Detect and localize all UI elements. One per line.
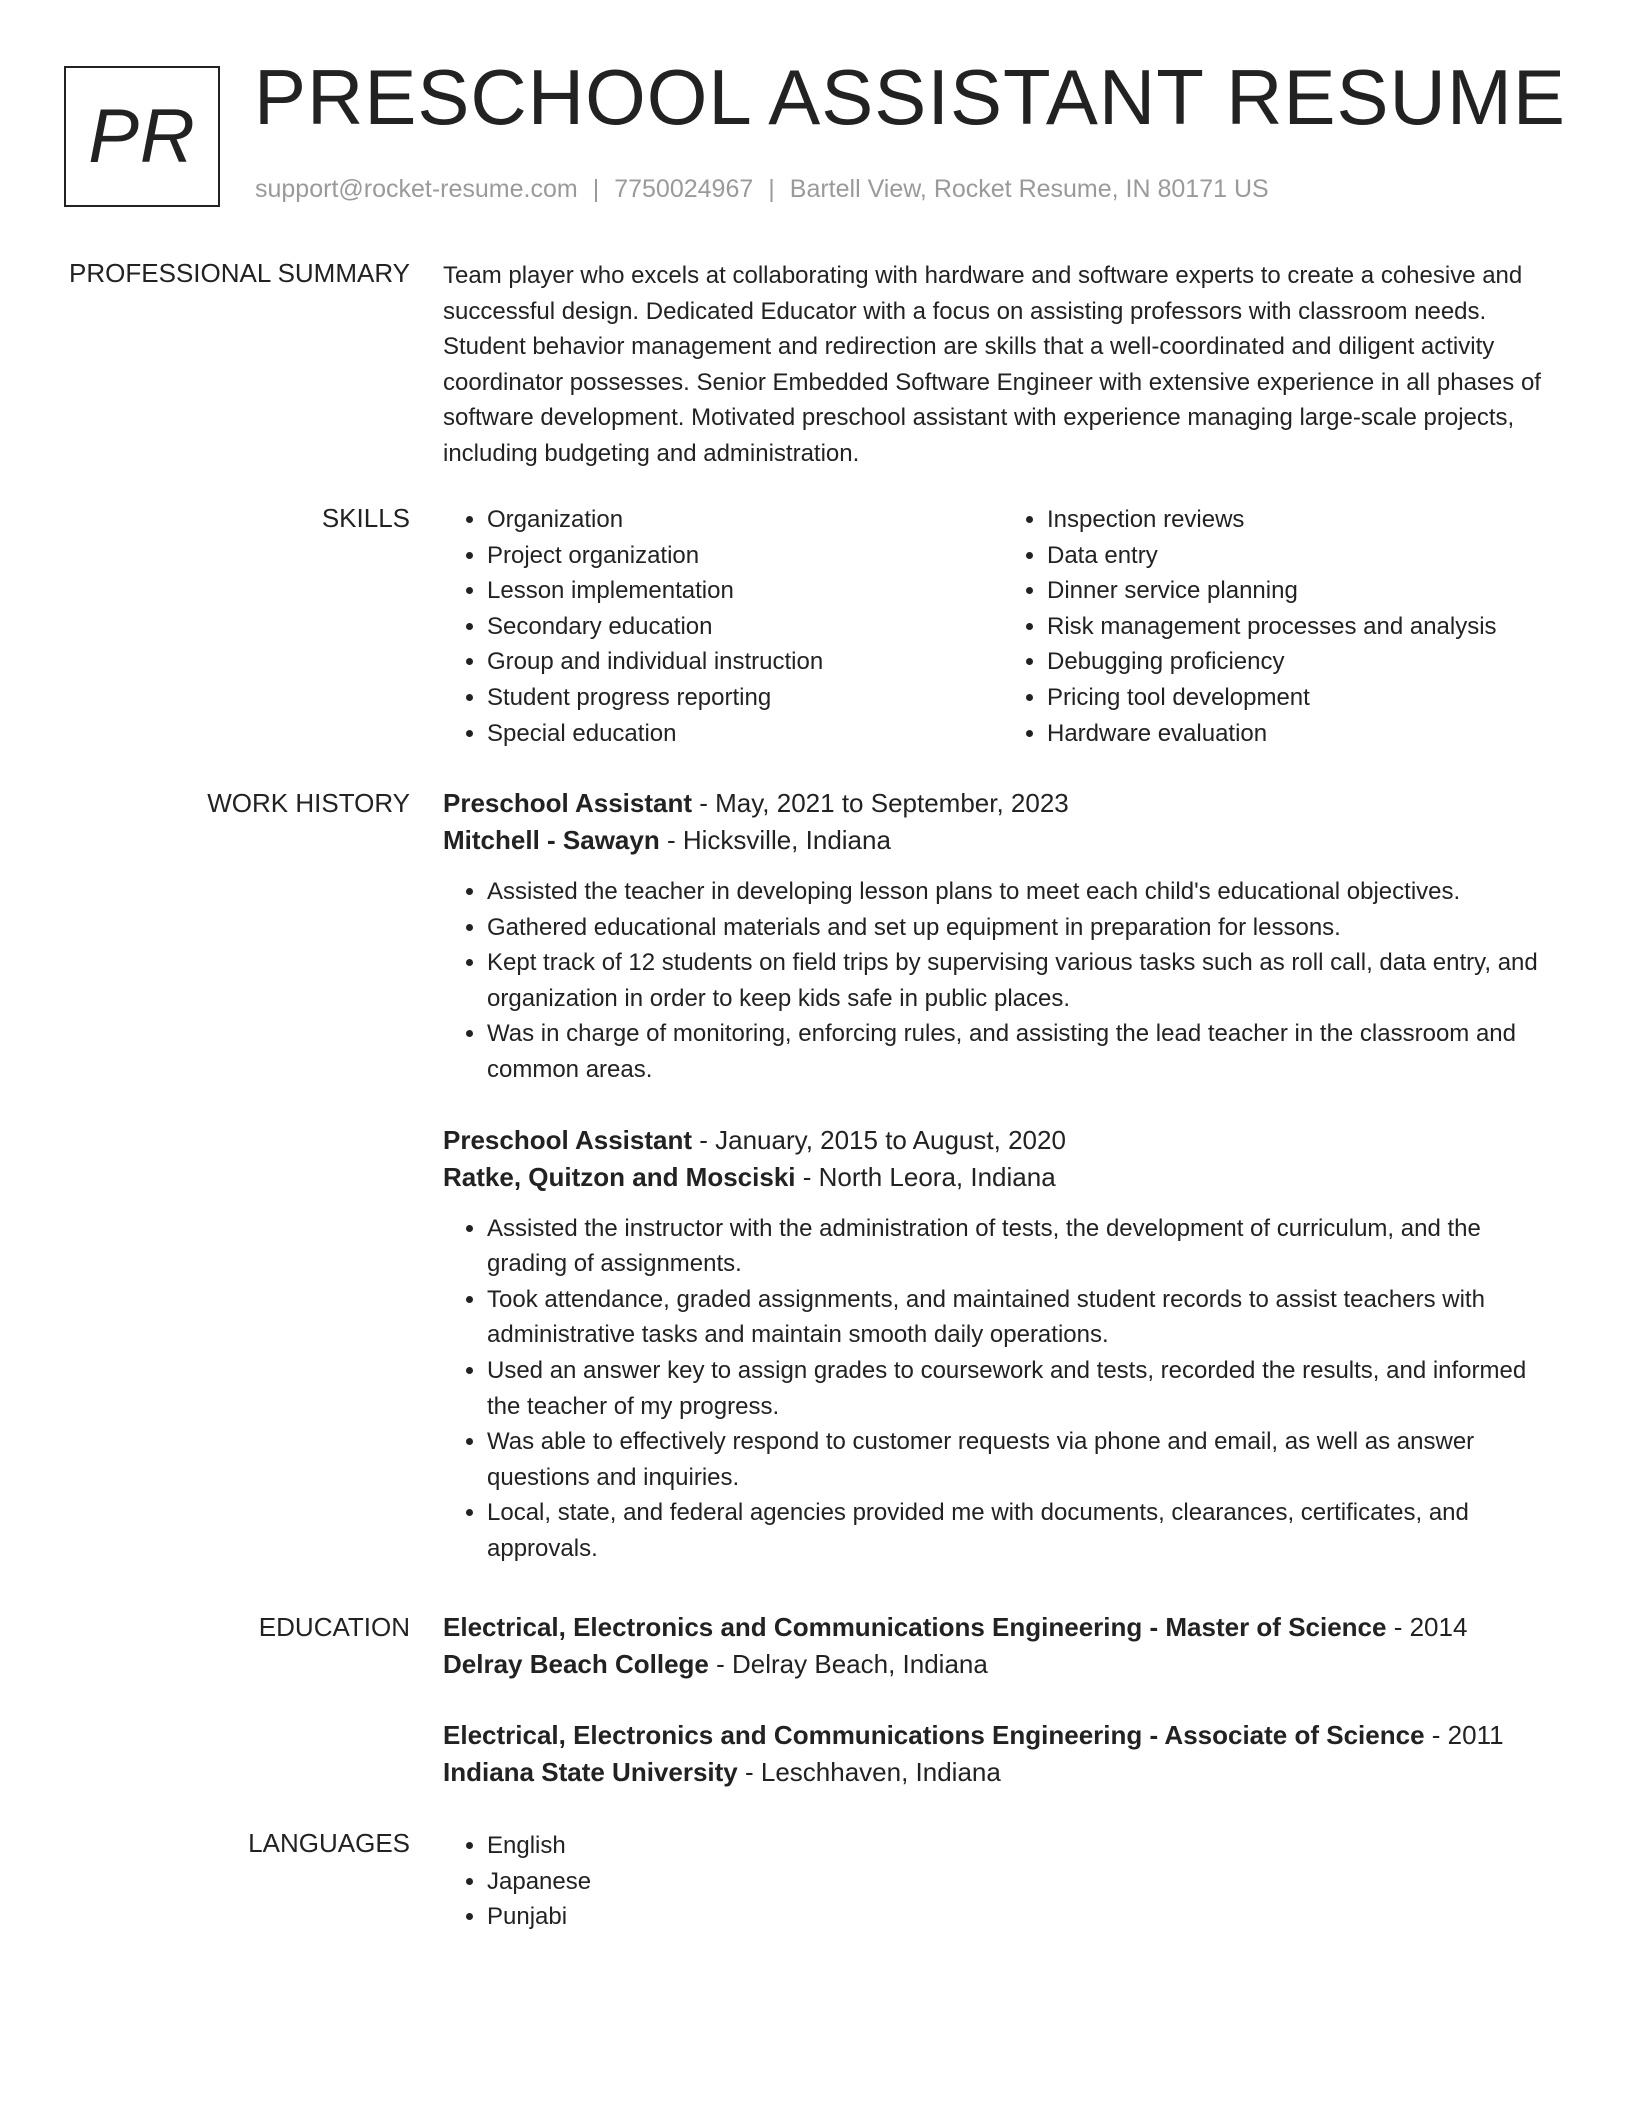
section-label-languages: LANGUAGES [248, 1828, 410, 1858]
section-label-skills: SKILLS [321, 503, 410, 533]
job-bullets [443, 1211, 1563, 1567]
job-bullet: • Took attendance, graded assignments, and maintained student records to assist teachers with administrative tasks and maintain smooth daily operations. [487, 1282, 1563, 1353]
job-title-line [443, 785, 1563, 822]
job-bullet: • Local, state, and federal agencies provided me with documents, clearances, certificates, and approvals. [487, 1495, 1563, 1566]
education-year: - 2011 [1424, 1720, 1504, 1750]
section-label-work-history: WORK HISTORY [207, 788, 410, 818]
contact-line [255, 174, 1269, 204]
skill-item: • Special education [487, 716, 1003, 752]
job-bullet: • Assisted the instructor with the administration of tests, the development of curriculum, and the grading of assignments. [487, 1211, 1563, 1282]
job-company: Ratke, Quitzon and Mosciski [443, 1161, 796, 1192]
education-school: Delray Beach College [443, 1649, 709, 1679]
job-entry [443, 785, 1563, 1088]
job-location: - North Leora, Indiana [795, 1161, 1056, 1192]
job-bullets [443, 874, 1563, 1088]
education-degree: Electrical, Electronics and Communications Engineering - Master of Science [443, 1612, 1387, 1642]
skill-item: • Risk management processes and analysis [1047, 609, 1563, 645]
section-label-education: EDUCATION [258, 1612, 410, 1642]
summary-section [443, 258, 1563, 472]
job-bullet: • Gathered educational materials and set up equipment in preparation for lessons. [487, 910, 1563, 946]
job-company: Mitchell - Sawayn [443, 825, 660, 855]
job-bullet: • Used an answer key to assign grades to coursework and tests, recorded the results, and informed the teacher of my progress. [487, 1353, 1563, 1424]
monogram-logo: PR [64, 66, 220, 207]
summary-text: Team player who excels at collaborating with hardware and software experts to create a cohesive and successful design. Dedicated Educator with a focus on assisting professors with classroom needs. Student behavior management and redirection are skills that a well-coordinated and diligent activity coordinator possesses. Senior Embedded Software Engineer with extensive experience in all phases of software development. Motivated preschool assistant with experience managing large-scale projects, including budgeting and administration. [443, 262, 1541, 467]
skill-item: • Organization [487, 502, 1003, 538]
job-dates: - May, 2021 to September, 2023 [692, 788, 1069, 818]
skill-item: • Group and individual instruction [487, 644, 1003, 680]
skill-item: • Secondary education [487, 609, 1003, 645]
education-entry [443, 1717, 1563, 1791]
language-item: • Japanese [487, 1864, 1563, 1900]
education-year: - 2014 [1386, 1612, 1468, 1642]
job-company-line [443, 1159, 1563, 1196]
contact-address: Bartell View, Rocket Resume, IN 80171 US [789, 175, 1269, 203]
education-degree-line [443, 1717, 1563, 1754]
job-dates: - January, 2015 to August, 2020 [692, 1124, 1066, 1155]
job-title: Preschool Assistant [443, 788, 693, 818]
education-school-line [443, 1754, 1563, 1791]
job-location: - Hicksville, Indiana [659, 825, 891, 855]
job-entry [443, 1122, 1563, 1567]
skill-item: • Student progress reporting [487, 680, 1003, 716]
page-title: PRESCHOOL ASSISTANT RESUME [254, 53, 1566, 141]
skills-list-right [1003, 502, 1563, 751]
education-entry [443, 1609, 1563, 1683]
job-bullet: • Was able to effectively respond to customer requests via phone and email, as well as answer questions and inquiries. [487, 1424, 1563, 1495]
skill-item: • Dinner service planning [1047, 573, 1563, 609]
section-label-summary: PROFESSIONAL SUMMARY [69, 258, 410, 288]
education-degree: Electrical, Electronics and Communications Engineering - Associate of Science [443, 1720, 1425, 1750]
education-school-line [443, 1646, 1563, 1683]
work-history-section [443, 785, 1563, 1601]
job-bullet: • Kept track of 12 students on field trips by supervising various tasks such as roll call, data entry, and organization in order to keep kids safe in public places. [487, 945, 1563, 1016]
contact-separator: | [768, 175, 775, 203]
education-section [443, 1609, 1563, 1825]
education-degree-line [443, 1609, 1563, 1646]
contact-phone: 7750024967 [614, 175, 754, 203]
languages-section [443, 1828, 1563, 1935]
job-company-line [443, 822, 1563, 859]
skill-item: • Debugging proficiency [1047, 644, 1563, 680]
skill-item: • Hardware evaluation [1047, 716, 1563, 752]
contact-separator: | [592, 175, 600, 203]
skills-list-left [443, 502, 1003, 751]
skill-item: • Pricing tool development [1047, 680, 1563, 716]
job-bullet: • Assisted the teacher in developing lesson plans to meet each child's educational objectives. [487, 874, 1563, 910]
education-school: Indiana State University [443, 1757, 738, 1787]
job-title: Preschool Assistant [443, 1124, 693, 1155]
skill-item: • Data entry [1047, 538, 1563, 574]
education-location: - Leschhaven, Indiana [737, 1757, 1001, 1787]
job-bullet: • Was in charge of monitoring, enforcing rules, and assisting the lead teacher in the classroom and common areas. [487, 1016, 1563, 1087]
skill-item: • Lesson implementation [487, 573, 1003, 609]
skill-item: • Project organization [487, 538, 1003, 574]
language-item: • Punjabi [487, 1899, 1563, 1935]
skill-item: • Inspection reviews [1047, 502, 1563, 538]
skills-section [443, 502, 1563, 751]
education-location: - Delray Beach, Indiana [708, 1649, 988, 1679]
languages-list [443, 1828, 1563, 1935]
contact-email: support@rocket-resume.com [255, 175, 578, 203]
language-item: • English [487, 1828, 1563, 1864]
job-title-line [443, 1122, 1563, 1159]
